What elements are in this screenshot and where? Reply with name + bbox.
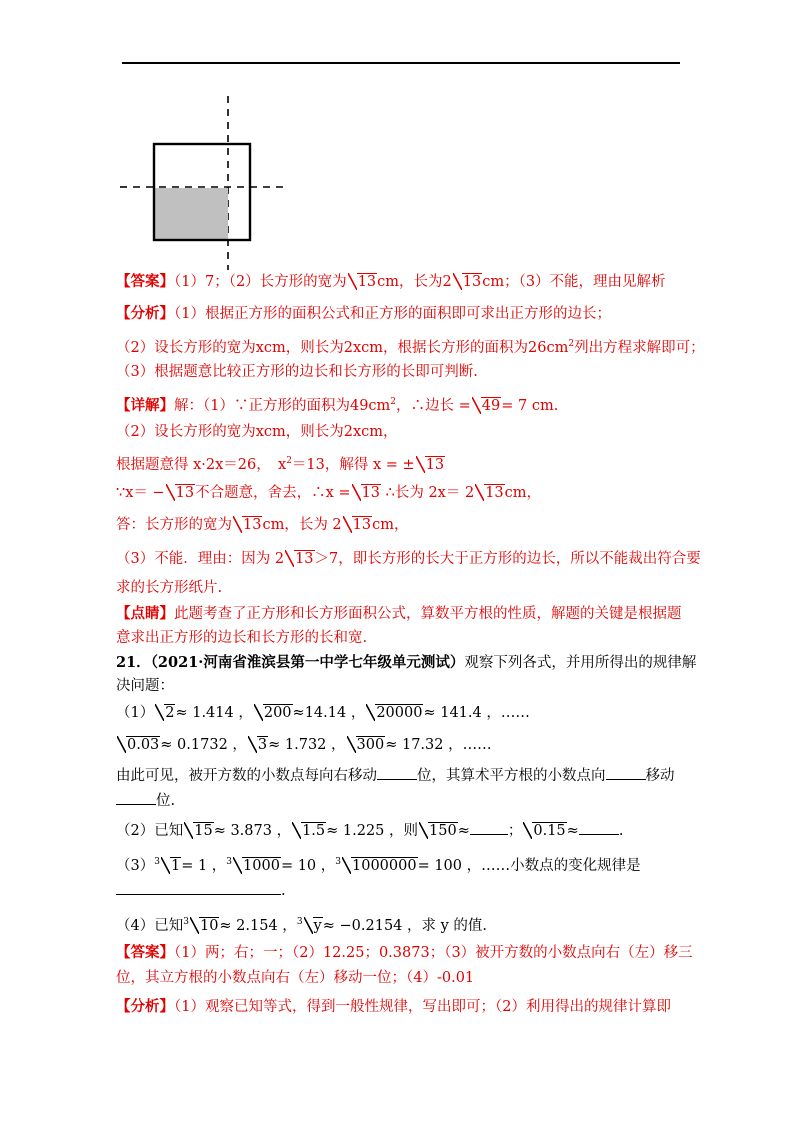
comment20-line1: 【点睛】此题考查了正方形和长方形面积公式，算数平方根的性质，解题的关键是根据题 (116, 605, 682, 622)
answer20-line: 【答案】（1）7；（2）长方形的宽为 13cm，长为2 13cm；（3）不能，理由见解析 (116, 273, 666, 290)
q21-part1-line3: 由此可见，被开方数的小数点每向右移动 位，其算术平方根的小数点向 移动 (116, 765, 675, 786)
analysis20-line2: （2）设长方形的宽为xcm，则长为2xcm，根据长方形的面积为$26cm^2$列出方程求解即可； (116, 339, 705, 356)
detail20-line4: ∵x＝ − 13不合题意，舍去，∴x = 13 ∴长为 2x＝ 2 13cm， (116, 485, 542, 501)
blank-2[interactable] (606, 765, 646, 780)
q21-stem-line2: 决问题： (116, 678, 174, 694)
detail20-line7: 求的长方形纸片. (116, 580, 223, 596)
blank-6[interactable] (116, 880, 281, 895)
detail20-line3: 根据题意得 x·2x＝26， $x^2=13$，解得 x = ± 13 (116, 456, 445, 473)
q21-part4-line: （4）已知$^3$ 10≈ 2.154 ，$^3$ y≈ −0.2154 ，求 y 的值. (116, 917, 488, 934)
q21-part1-line4: 位. (116, 790, 175, 811)
blank-3[interactable] (116, 790, 156, 805)
blank-5[interactable] (579, 820, 619, 835)
q21-stem-line1: 21．（2021·河南省淮滨县第一中学七年级单元测试）观察下列各式，并用所得出的规律解 (116, 654, 697, 671)
detail20-line1: 【详解】解：（1）∵正方形的面积为$49cm^2$，∴边长 = 49= 7 cm. (116, 396, 559, 414)
detail20-line6: （3）不能．理由：因为 2 13＞7，即长方形的长大于正方形的边长，所以不能裁出符合要 (116, 551, 701, 567)
q21-part2-line: （2）已知 15≈ 3.873 ， 1.5≈ 1.225 ，则 150≈ ； 0.15≈ . (116, 820, 623, 841)
comment20-line2: 意求出正方形的边长和长方形的长和宽. (116, 630, 368, 646)
square-with-cut-rectangle (118, 94, 298, 274)
blank-4[interactable] (470, 820, 508, 835)
detail20-line5: 答：长方形的宽为 13cm，长为 2 13cm， (116, 517, 409, 533)
header-rule (122, 62, 680, 64)
q21-part3-answer-line: . (116, 880, 286, 901)
analysis20-line3: （3）根据题意比较正方形的边长和长方形的长即可判断. (116, 364, 478, 380)
shaded-rectangle (154, 188, 228, 240)
detail20-line2: （2）设长方形的宽为xcm，则长为2xcm， (116, 424, 398, 440)
blank-1[interactable] (377, 765, 417, 780)
q21-part3-line: $(3)^3$ 1= 1 ，$^3$ 1000= 10 ，$^3$ 1000000= 100 ，……小数点的变化规律是 (116, 857, 641, 874)
q21-part1-line2: 0.03≈ 0.1732 ， 3≈ 1.732 ， 300≈ 17.32 ，…… (116, 735, 492, 755)
answer21-line2: 位，其立方根的小数点向右（左）移动一位；（4）-0.01 (116, 970, 475, 986)
answer21-line1: 【答案】（1）两；右；一；（2）12.25；0.3873；（3）被开方数的小数点向右（左）移三 (116, 944, 693, 961)
analysis20-line1: 【分析】（1）根据正方形的面积公式和正方形的面积即可求出正方形的边长； (116, 305, 611, 322)
analysis21-line1: 【分析】（1）观察已知等式，得到一般性规律，写出即可；（2）利用得出的规律计算即 (116, 998, 671, 1015)
q21-part1-line1: （1） 2≈ 1.414 ， 200≈14.14 ， 20000≈ 141.4 ，…… (116, 705, 530, 721)
